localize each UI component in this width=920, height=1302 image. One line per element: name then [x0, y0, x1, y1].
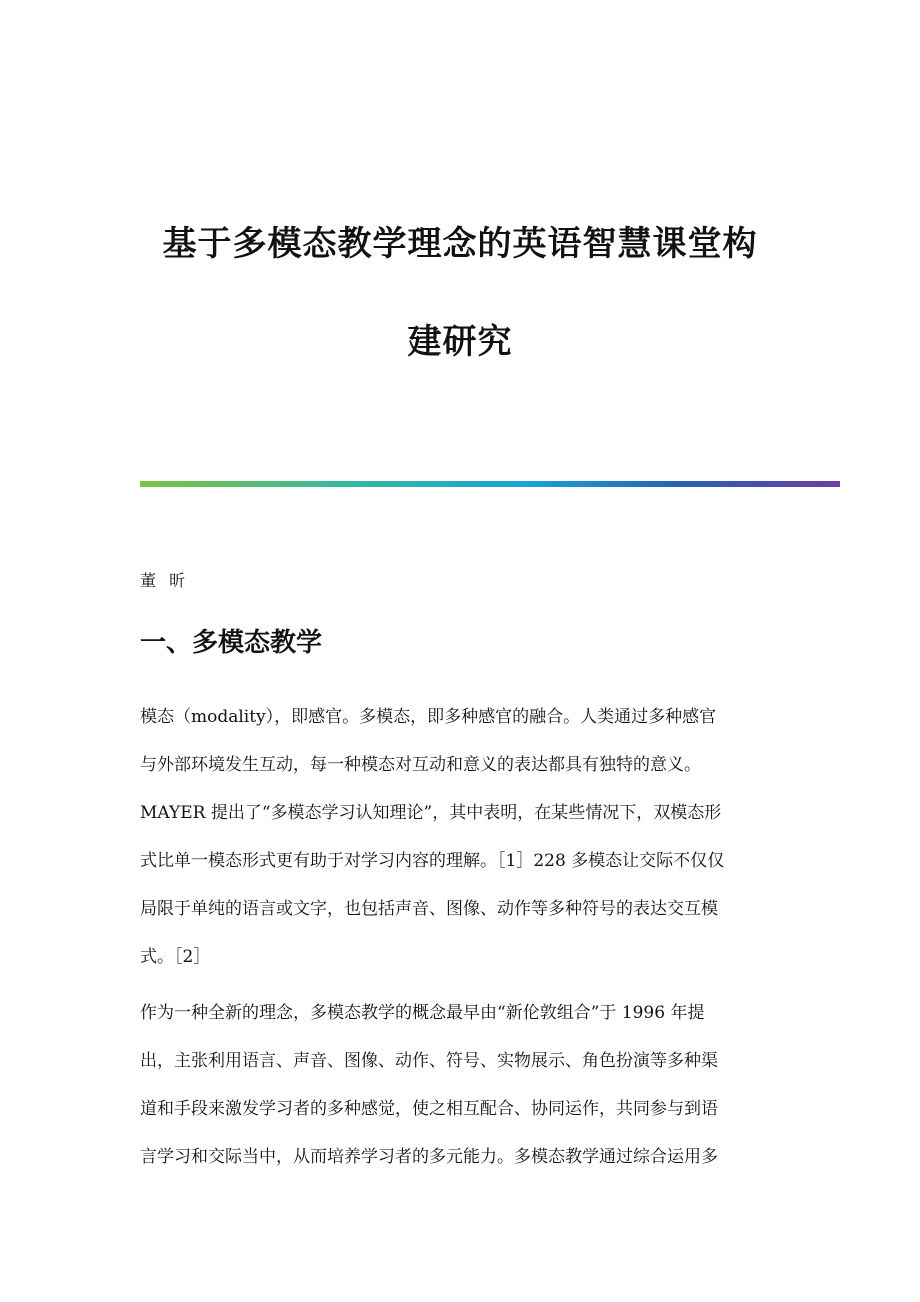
author-name: 董 昕: [140, 571, 190, 590]
paragraph-line: 作为一种全新的理念，多模态教学的概念最早由“新伦敦组合”于 1996 年提: [140, 1003, 705, 1023]
section-heading: 一、多模态教学: [140, 628, 323, 658]
title-divider: [140, 481, 840, 487]
paragraph-line: 言学习和交际当中，从而培养学习者的多元能力。多模态教学通过综合运用多: [140, 1147, 718, 1167]
paragraph-line: 道和手段来激发学习者的多种感觉，使之相互配合、协同运作，共同参与到语: [140, 1099, 718, 1119]
paragraph-line: 式比单一模态形式更有助于对学习内容的理解。［1］228 多模态让交际不仅仅: [140, 851, 725, 871]
paragraph-line: 模态（modality），即感官。多模态，即多种感官的融合。人类通过多种感官: [140, 707, 717, 727]
paragraph-1: [140, 693, 780, 981]
document-title-line-2: 建研究: [407, 322, 513, 362]
paragraph-line: 与外部环境发生互动，每一种模态对互动和意义的表达都具有独特的意义。: [140, 755, 701, 775]
paragraph-line: 式。［2］: [140, 947, 211, 967]
paragraph-2: [140, 989, 780, 1181]
paragraph-line: MAYER 提出了“多模态学习认知理论”，其中表明，在某些情况下，双模态形: [140, 803, 722, 823]
paragraph-line: 局限于单纯的语言或文字，也包括声音、图像、动作等多种符号的表达交互模: [140, 899, 718, 919]
document-title-line-1: 基于多模态教学理念的英语智慧课堂构: [162, 224, 758, 264]
paragraph-line: 出，主张利用语言、声音、图像、动作、符号、实物展示、角色扮演等多种渠: [140, 1051, 718, 1071]
